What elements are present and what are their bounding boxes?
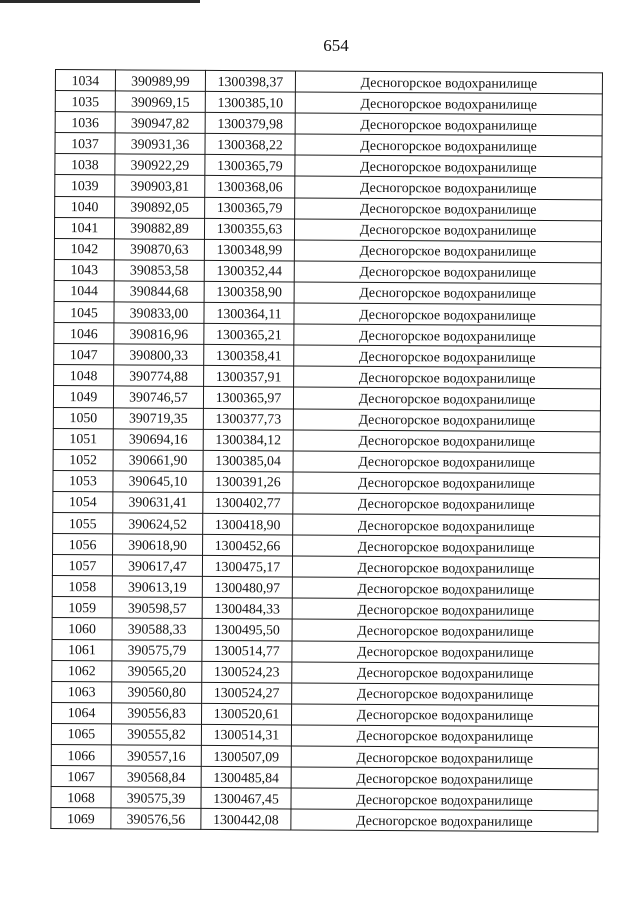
point-number-cell: 1066: [51, 744, 111, 765]
water-body-name-cell: Десногорское водохранилище: [291, 809, 598, 832]
scan-edge-mark: [0, 0, 200, 3]
water-body-name-cell: Десногорское водохранилище: [295, 198, 602, 221]
point-number-cell: 1040: [55, 196, 115, 217]
water-body-name-cell: Десногорское водохранилище: [293, 535, 600, 558]
y-coordinate-cell: 1300384,12: [203, 429, 293, 451]
y-coordinate-cell: 1300368,22: [205, 134, 295, 156]
y-coordinate-cell: 1300520,61: [201, 703, 291, 725]
water-body-name-cell: Десногорское водохранилище: [291, 725, 598, 748]
y-coordinate-cell: 1300385,10: [205, 92, 295, 114]
point-number-cell: 1047: [54, 344, 114, 365]
water-body-name-cell: Десногорское водохранилище: [294, 366, 601, 389]
point-number-cell: 1061: [52, 639, 112, 660]
point-number-cell: 1038: [55, 154, 115, 175]
water-body-name-cell: Десногорское водохранилище: [292, 662, 599, 685]
point-number-cell: 1035: [55, 91, 115, 112]
x-coordinate-cell: 390882,89: [114, 218, 204, 240]
x-coordinate-cell: 390556,83: [112, 703, 202, 725]
water-body-name-cell: Десногорское водохранилище: [292, 598, 599, 621]
point-number-cell: 1036: [55, 112, 115, 133]
y-coordinate-cell: 1300391,26: [203, 471, 293, 493]
point-number-cell: 1037: [55, 133, 115, 154]
y-coordinate-cell: 1300364,11: [204, 302, 294, 324]
y-coordinate-cell: 1300398,37: [205, 70, 295, 92]
y-coordinate-cell: 1300357,91: [204, 366, 294, 388]
y-coordinate-cell: 1300507,09: [201, 745, 291, 767]
y-coordinate-cell: 1300480,97: [202, 577, 292, 599]
point-number-cell: 1063: [52, 681, 112, 702]
x-coordinate-cell: 390774,88: [114, 365, 204, 387]
x-coordinate-cell: 390565,20: [112, 660, 202, 682]
x-coordinate-cell: 390833,00: [114, 302, 204, 324]
y-coordinate-cell: 1300365,21: [204, 324, 294, 346]
x-coordinate-cell: 390719,35: [113, 407, 203, 429]
point-number-cell: 1042: [54, 238, 114, 259]
point-number-cell: 1051: [53, 428, 113, 449]
x-coordinate-cell: 390568,84: [111, 766, 201, 788]
x-coordinate-cell: 390903,81: [115, 175, 205, 197]
water-body-name-cell: Десногорское водохранилище: [293, 451, 600, 474]
y-coordinate-cell: 1300484,33: [202, 598, 292, 620]
y-coordinate-cell: 1300377,73: [203, 408, 293, 430]
point-number-cell: 1064: [52, 702, 112, 723]
point-number-cell: 1060: [52, 618, 112, 639]
x-coordinate-cell: 390588,33: [112, 618, 202, 640]
water-body-name-cell: Десногорское водохранилище: [291, 746, 598, 769]
x-coordinate-cell: 390624,52: [113, 513, 203, 535]
y-coordinate-cell: 1300358,41: [204, 345, 294, 367]
water-body-name-cell: Десногорское водохранилище: [291, 704, 598, 727]
water-body-name-cell: Десногорское водохранилище: [295, 92, 602, 115]
water-body-name-cell: Десногорское водохранилище: [294, 219, 601, 242]
x-coordinate-cell: 390800,33: [114, 344, 204, 366]
x-coordinate-cell: 390576,56: [111, 808, 201, 830]
x-coordinate-cell: 390618,90: [113, 534, 203, 556]
y-coordinate-cell: 1300348,99: [204, 239, 294, 261]
x-coordinate-cell: 390931,36: [115, 133, 205, 155]
y-coordinate-cell: 1300524,23: [202, 661, 292, 683]
water-body-name-cell: Десногорское водохранилище: [295, 113, 602, 136]
point-number-cell: 1068: [51, 787, 111, 808]
y-coordinate-cell: 1300524,27: [202, 682, 292, 704]
x-coordinate-cell: 390645,10: [113, 471, 203, 493]
water-body-name-cell: Десногорское водохранилище: [293, 493, 600, 516]
x-coordinate-cell: 390746,57: [113, 386, 203, 408]
x-coordinate-cell: 390870,63: [114, 239, 204, 261]
coordinates-table-container: [50, 69, 602, 833]
point-number-cell: 1057: [52, 555, 112, 576]
page-number: 654: [323, 36, 349, 55]
x-coordinate-cell: 390560,80: [112, 682, 202, 704]
y-coordinate-cell: 1300442,08: [201, 809, 291, 831]
water-body-name-cell: Десногорское водохранилище: [295, 155, 602, 178]
water-body-name-cell: Десногорское водохранилище: [292, 683, 599, 706]
water-body-name-cell: Десногорское водохранилище: [294, 303, 601, 326]
water-body-name-cell: Десногорское водохранилище: [293, 514, 600, 537]
point-number-cell: 1058: [52, 576, 112, 597]
water-body-name-cell: Десногорское водохранилище: [293, 387, 600, 410]
x-coordinate-cell: 390947,82: [115, 112, 205, 134]
point-number-cell: 1041: [54, 217, 114, 238]
y-coordinate-cell: 1300402,77: [203, 492, 293, 514]
y-coordinate-cell: 1300452,66: [203, 534, 293, 556]
y-coordinate-cell: 1300352,44: [204, 260, 294, 282]
x-coordinate-cell: 390694,16: [113, 428, 203, 450]
x-coordinate-cell: 390892,05: [115, 196, 205, 218]
point-number-cell: 1045: [54, 302, 114, 323]
point-number-cell: 1050: [53, 407, 113, 428]
water-body-name-cell: Десногорское водохранилище: [291, 767, 598, 790]
point-number-cell: 1043: [54, 259, 114, 280]
x-coordinate-cell: 390557,16: [111, 745, 201, 767]
point-number-cell: 1053: [53, 470, 113, 491]
y-coordinate-cell: 1300365,79: [205, 197, 295, 219]
y-coordinate-cell: 1300514,31: [201, 724, 291, 746]
y-coordinate-cell: 1300485,84: [201, 767, 291, 789]
y-coordinate-cell: 1300475,17: [202, 556, 292, 578]
water-body-name-cell: Десногорское водохранилище: [294, 240, 601, 263]
y-coordinate-cell: 1300379,98: [205, 113, 295, 135]
y-coordinate-cell: 1300365,97: [203, 387, 293, 409]
point-number-cell: 1034: [55, 70, 115, 91]
point-number-cell: 1067: [51, 766, 111, 787]
water-body-name-cell: Десногорское водохранилище: [294, 261, 601, 284]
point-number-cell: 1069: [51, 808, 111, 829]
y-coordinate-cell: 1300495,50: [202, 619, 292, 641]
water-body-name-cell: Десногорское водохранилище: [294, 345, 601, 368]
x-coordinate-cell: 390989,99: [115, 70, 205, 92]
point-number-cell: 1054: [53, 491, 113, 512]
x-coordinate-cell: 390555,82: [111, 724, 201, 746]
water-body-name-cell: Десногорское водохранилище: [292, 640, 599, 663]
x-coordinate-cell: 390575,79: [112, 639, 202, 661]
point-number-cell: 1052: [53, 449, 113, 470]
water-body-name-cell: Десногорское водохранилище: [292, 556, 599, 579]
x-coordinate-cell: 390617,47: [112, 555, 202, 577]
y-coordinate-cell: 1300514,77: [202, 640, 292, 662]
water-body-name-cell: Десногорское водохранилище: [295, 71, 602, 94]
x-coordinate-cell: 390613,19: [112, 576, 202, 598]
point-number-cell: 1059: [52, 597, 112, 618]
water-body-name-cell: Десногорское водохранилище: [292, 619, 599, 642]
water-body-name-cell: Десногорское водохранилище: [293, 430, 600, 453]
water-body-name-cell: Десногорское водохранилище: [295, 176, 602, 199]
x-coordinate-cell: 390598,57: [112, 597, 202, 619]
y-coordinate-cell: 1300355,63: [204, 218, 294, 240]
y-coordinate-cell: 1300385,04: [203, 450, 293, 472]
x-coordinate-cell: 390969,15: [115, 91, 205, 113]
water-body-name-cell: Десногорское водохранилище: [292, 577, 599, 600]
x-coordinate-cell: 390661,90: [113, 450, 203, 472]
y-coordinate-cell: 1300365,79: [205, 155, 295, 177]
water-body-name-cell: Десногорское водохранилище: [294, 324, 601, 347]
x-coordinate-cell: 390575,39: [111, 787, 201, 809]
table-row: [51, 808, 598, 832]
point-number-cell: 1048: [54, 365, 114, 386]
point-number-cell: 1046: [54, 323, 114, 344]
water-body-name-cell: Десногорское водохранилище: [291, 788, 598, 811]
water-body-name-cell: Десногорское водохранилище: [293, 408, 600, 431]
point-number-cell: 1055: [53, 512, 113, 533]
point-number-cell: 1049: [53, 386, 113, 407]
y-coordinate-cell: 1300467,45: [201, 788, 291, 810]
y-coordinate-cell: 1300358,90: [204, 281, 294, 303]
point-number-cell: 1039: [55, 175, 115, 196]
point-number-cell: 1056: [53, 534, 113, 555]
table-body: [51, 70, 603, 833]
x-coordinate-cell: 390922,29: [115, 154, 205, 176]
x-coordinate-cell: 390816,96: [114, 323, 204, 345]
water-body-name-cell: Десногорское водохранилище: [294, 282, 601, 305]
x-coordinate-cell: 390853,58: [114, 260, 204, 282]
point-number-cell: 1062: [52, 660, 112, 681]
water-body-name-cell: Десногорское водохранилище: [293, 472, 600, 495]
coordinates-table: [50, 69, 603, 833]
water-body-name-cell: Десногорское водохранилище: [295, 134, 602, 157]
y-coordinate-cell: 1300418,90: [203, 513, 293, 535]
x-coordinate-cell: 390631,41: [113, 492, 203, 514]
x-coordinate-cell: 390844,68: [114, 281, 204, 303]
y-coordinate-cell: 1300368,06: [205, 176, 295, 198]
point-number-cell: 1065: [51, 723, 111, 744]
point-number-cell: 1044: [54, 280, 114, 301]
